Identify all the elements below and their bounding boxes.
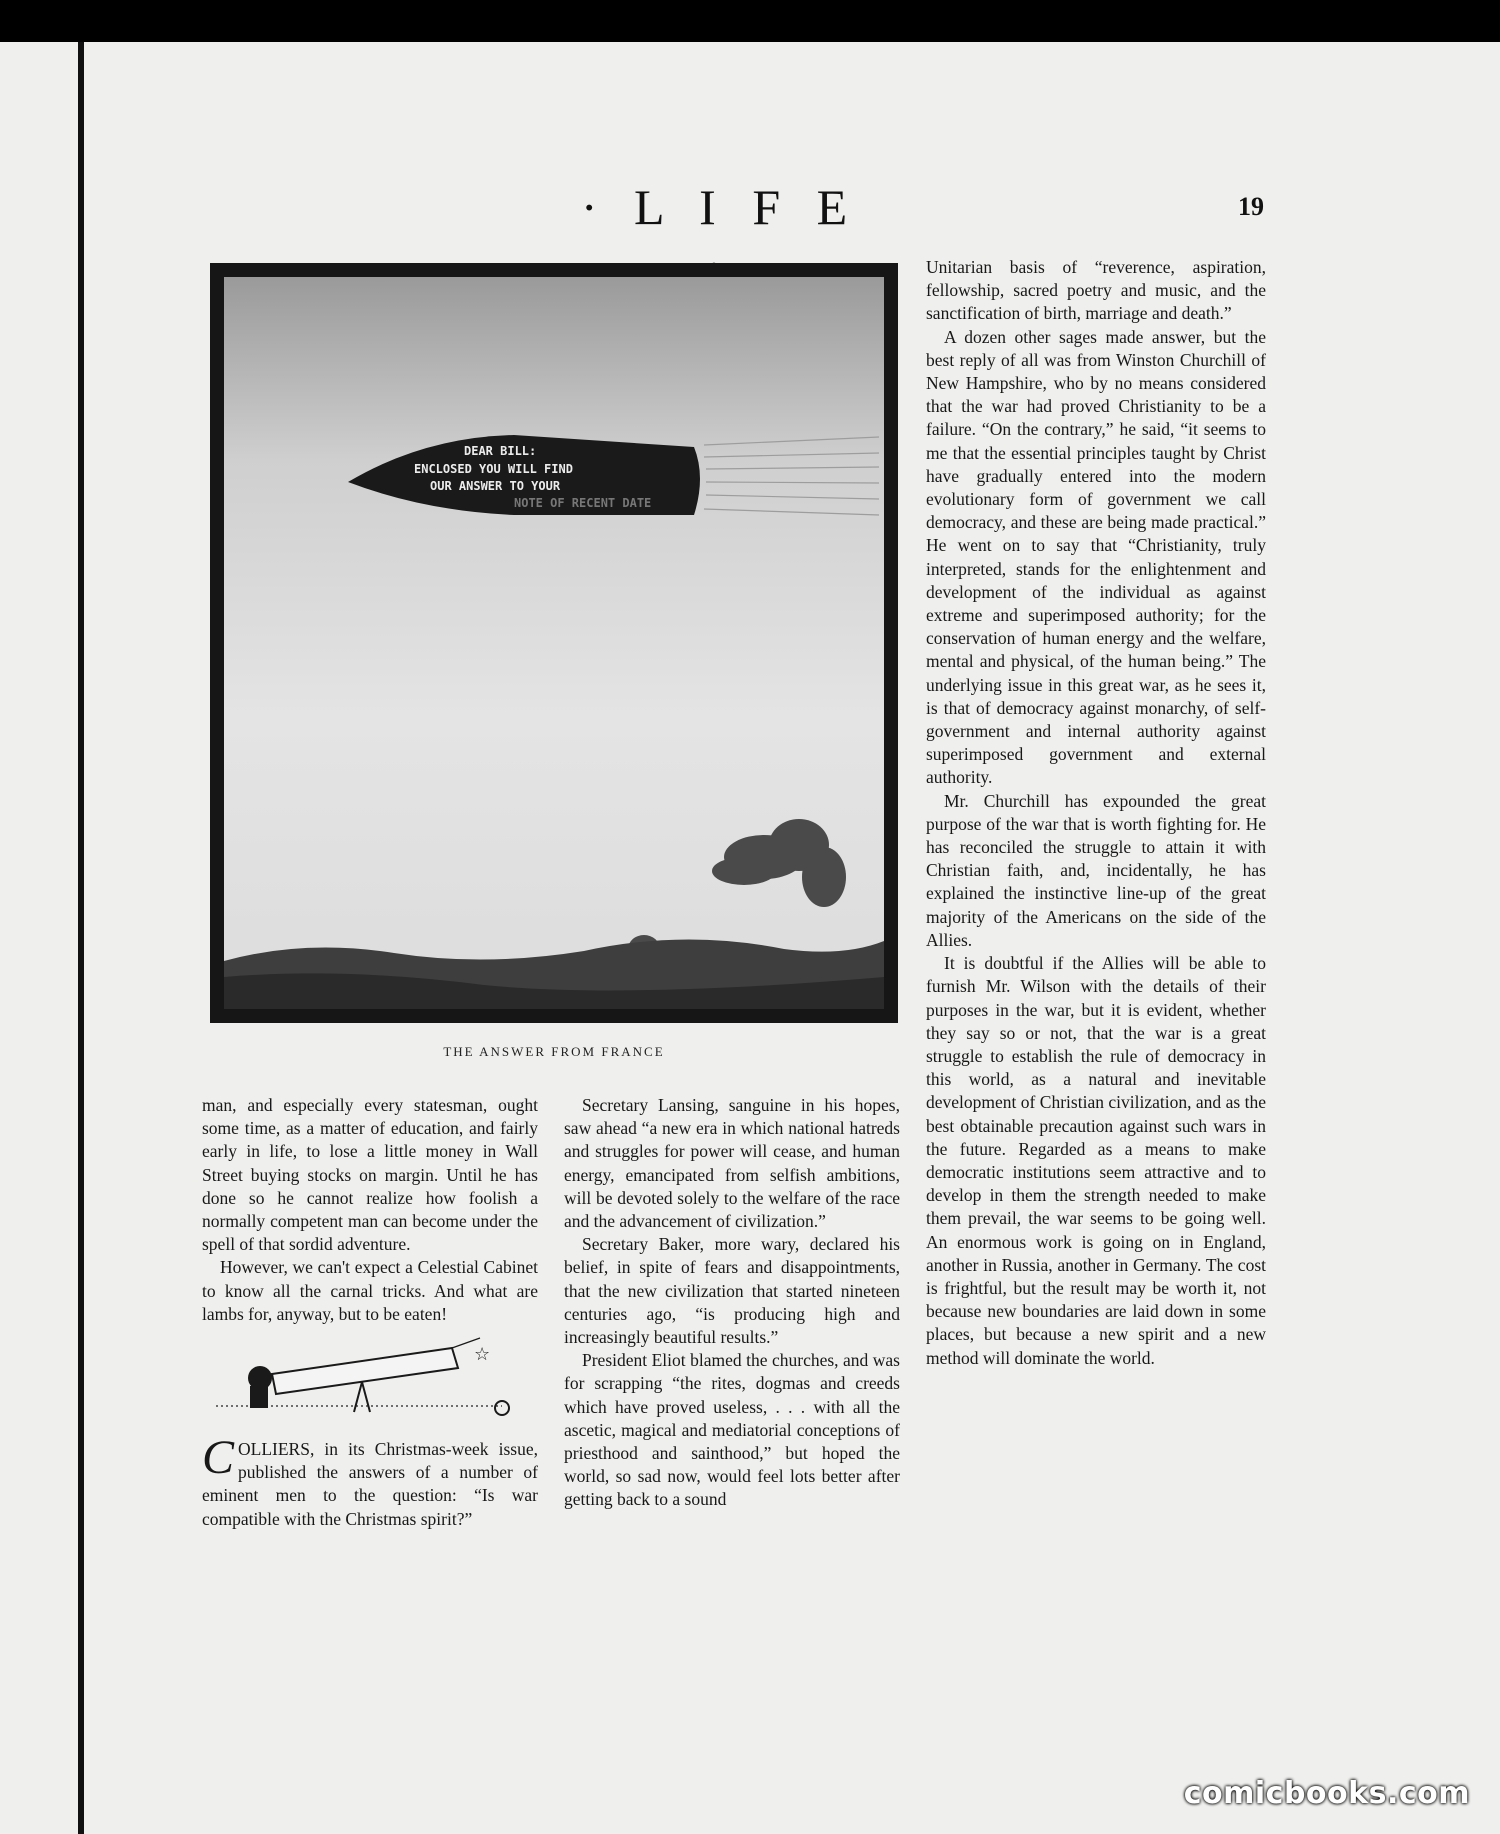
shell-text-line-4: NOTE OF RECENT DATE [514,496,652,510]
drop-cap: C [202,1431,235,1485]
column3-paragraph-4: It is doubtful if the Allies will be able to furnish Mr. Wilson with the details of their purposes in the war, but it is evident, whether they say so or not, that the war is a great struggle to establish the rule of democracy in this world, as a natural and inevitable development of Christian civilization, and as the best obtainable precaution against such wars in the future. Regarded as a means to make democratic institutions seem attractive and to develop in them the strength needed to make them prevail, the war seems to be going well. An enormous work is going on in England, another in Russia, another in Germany. The cost is frightful, but the result may be worth it, not because new boundaries are laid down in some places, but because a new spirit and a new method will dominate the world. [926,953,1266,1368]
cartoon-illustration [210,263,898,1023]
column2-paragraph-3: President Eliot blamed the churches, and was for scrapping “the rites, dogmas and creeds which have proved useless, . . . with all the ascetic, magical and mediatorial conceptions of priesthood and sainthood,” but hoped the world, so sad now, would feel lots better after getting back to a sound [564,1350,900,1510]
column1-paragraph-2: However, we can't expect a Celestial Cabinet to know all the carnal tricks. And what are lambs for, anyway, but to be eaten! [202,1257,538,1324]
column1-paragraph-1: man, and especially every statesman, ought some time, as a matter of education, and fairly early in life, to lose a little money in Wall Street buying stocks on margin. Until he has done so he cannot realize how foolish a normally competent man can become under the spell of that sordid adventure. [202,1095,538,1255]
left-page-edge [0,42,78,1834]
page-number: 19 [1238,192,1264,221]
page-gutter [78,42,84,1834]
telescope-cartoon-icon [202,1334,538,1424]
site-watermark: comicbooks.com [1183,1776,1470,1811]
column-3 [926,256,1266,1370]
magazine-title: · L I F E [580,179,860,235]
column3-paragraph-3: Mr. Churchill has expounded the great purpose of the war that is worth fighting for. He has reconciled the struggle to attain it with Christian faith, and, incidentally, he has explained the instinctive line-up of the great majority of the Americans on the side of the Allies. [926,790,1266,950]
colliers-text: OLLIERS, in its Christmas-week issue, published the answers of a number of eminent men to the question: “Is war compatible with the Christmas spirit?” [202,1439,538,1529]
column2-paragraph-2: Secretary Baker, more wary, declared his belief, in spite of fears and disappointments, that the new civilization that started nineteen centuries ago, “is producing high and increasingly beautiful results.” [564,1234,900,1348]
column-1 [202,1094,538,1531]
colliers-paragraph [202,1431,538,1531]
column-2 [564,1094,900,1512]
column2-paragraph-1: Secretary Lansing, sanguine in his hopes, saw ahead “a new era in which national hatreds and struggles for power will cease, and human energy, emancipated from selfish ambitions, will be devoted solely to the welfare of the race and the advancement of civilization.” [564,1095,900,1232]
svg-text:☆: ☆ [474,1344,491,1366]
column3-paragraph-2: A dozen other sages made answer, but the best reply of all was from Winston Churchill of New Hampshire, who by no means considered that the war had proved Christianity to be a failure. “On the contrary,” he said, “it seems to me that the essential principles taught by Christ have gradually entered into the modern evolutionary form of government we call democracy, and these are being made practical.” He went on to say that “Christianity, truly interpreted, stands for the enlightenment and development of the individual as against extreme and superimposed authority; for the conservation of human energy and the welfare, mental and physical, of the human being.” The underlying issue in this great war, as he sees it, is that of democracy against monarchy, of self-government and internal authority against superimposed government and external authority. [926,326,1266,788]
column3-paragraph-1: Unitarian basis of “reverence, aspiration, fellowship, sacred poetry and music, and the sanctification of birth, marriage and death.” [926,257,1266,324]
shell-text-line-1: DEAR BILL: [464,444,537,458]
cartoon-caption: THE ANSWER FROM FRANCE [443,1044,665,1059]
shell-text-line-3: OUR ANSWER TO YOUR [430,479,561,493]
shell-text-line-2: ENCLOSED YOU WILL FIND [414,462,573,476]
